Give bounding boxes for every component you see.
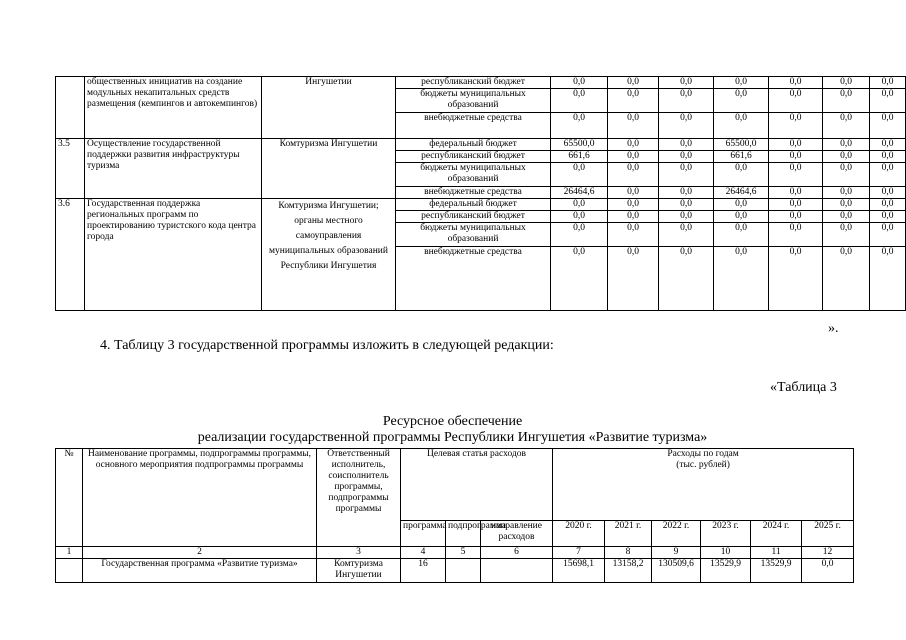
value-cell: 0,0 — [870, 163, 906, 187]
table-title-line-1: Ресурсное обеспечение — [382, 414, 523, 429]
funding-source: бюджеты муниципальных образований — [396, 163, 551, 187]
value-cell: 0,0 — [823, 187, 870, 199]
value-cell: 0,0 — [608, 77, 659, 89]
value-cell: 0,0 — [551, 113, 608, 139]
year-header: 2020 г. — [553, 521, 605, 547]
value-cell: 0,0 — [769, 77, 823, 89]
value-cell: 0,0 — [551, 211, 608, 223]
row-program: 16 — [401, 559, 446, 583]
value-cell: 0,0 — [551, 89, 608, 113]
row-executor: Комтуризма Ингушетии — [317, 559, 401, 583]
value-cell: 0,0 — [551, 163, 608, 187]
table-row — [56, 77, 906, 89]
funding-source: федеральный бюджет — [396, 139, 551, 151]
value-cell: 0,0 — [608, 163, 659, 187]
column-number: 10 — [701, 547, 751, 559]
value-cell: 0,0 — [551, 223, 608, 247]
header-target: Целевая статья расходов — [401, 449, 553, 521]
header-costs: Расходы по годам (тыс. рублей) — [553, 449, 854, 521]
row-executor: Ингушетии — [262, 77, 396, 139]
table-row — [56, 199, 906, 211]
funding-source: республиканский бюджет — [396, 77, 551, 89]
value-cell: 0,0 — [714, 77, 769, 89]
value-cell: 0,0 — [608, 187, 659, 199]
value-cell: 0,0 — [823, 163, 870, 187]
value-cell: 0,0 — [769, 223, 823, 247]
value-cell: 0,0 — [870, 151, 906, 163]
value-cell: 0,0 — [870, 89, 906, 113]
table-3-label: «Таблица 3 — [770, 380, 837, 395]
value-cell: 65500,0 — [714, 139, 769, 151]
value-cell: 0,0 — [870, 199, 906, 211]
year-header: 2025 г. — [802, 521, 854, 547]
value-cell: 0,0 — [769, 139, 823, 151]
value-cell: 0,0 — [870, 113, 906, 139]
column-number: 5 — [446, 547, 481, 559]
value-cell: 0,0 — [551, 199, 608, 211]
funding-source: бюджеты муниципальных образований — [396, 223, 551, 247]
year-header: 2022 г. — [652, 521, 701, 547]
row-name: Осуществление государственной поддержки развития инфраструктуры туризма — [85, 139, 262, 199]
value-cell: 0,0 — [551, 247, 608, 311]
row-subprogram — [446, 559, 481, 583]
column-number: 4 — [401, 547, 446, 559]
value-cell: 13529,9 — [751, 559, 802, 583]
value-cell: 0,0 — [870, 77, 906, 89]
value-cell: 0,0 — [659, 211, 714, 223]
value-cell: 26464,6 — [714, 187, 769, 199]
value-cell: 661,6 — [714, 151, 769, 163]
funding-source: республиканский бюджет — [396, 211, 551, 223]
value-cell: 0,0 — [769, 247, 823, 311]
value-cell: 0,0 — [659, 163, 714, 187]
row-direction — [481, 559, 553, 583]
row-number: 3.5 — [56, 139, 85, 199]
year-header: 2023 г. — [701, 521, 751, 547]
value-cell: 0,0 — [769, 151, 823, 163]
value-cell: 0,0 — [714, 89, 769, 113]
value-cell: 130509,6 — [652, 559, 701, 583]
value-cell: 0,0 — [769, 89, 823, 113]
value-cell: 661,6 — [551, 151, 608, 163]
header-exec: Ответственный исполнитель, соисполнитель программы, подпрограммы программы — [317, 449, 401, 547]
value-cell: 0,0 — [823, 77, 870, 89]
value-cell: 0,0 — [714, 223, 769, 247]
value-cell: 0,0 — [870, 211, 906, 223]
funding-source: федеральный бюджет — [396, 199, 551, 211]
value-cell: 0,0 — [823, 113, 870, 139]
value-cell: 0,0 — [823, 223, 870, 247]
table-3-resources — [55, 448, 854, 583]
funding-source: внебюджетные средства — [396, 113, 551, 139]
year-header: 2024 г. — [751, 521, 802, 547]
funding-source: республиканский бюджет — [396, 151, 551, 163]
value-cell: 0,0 — [769, 199, 823, 211]
value-cell: 13529,9 — [701, 559, 751, 583]
value-cell: 0,0 — [769, 113, 823, 139]
value-cell: 0,0 — [659, 247, 714, 311]
value-cell: 0,0 — [659, 89, 714, 113]
value-cell: 0,0 — [714, 199, 769, 211]
header-subprogram: подпрограмма — [446, 521, 481, 547]
header-name: Наименование программы, подпрограммы программы, основного мероприятия подпрограммы программы — [83, 449, 317, 547]
column-number: 2 — [83, 547, 317, 559]
value-cell: 0,0 — [608, 113, 659, 139]
row-name: Государственная программа «Развитие туризма» — [83, 559, 317, 583]
value-cell: 0,0 — [608, 223, 659, 247]
header-direction: направление расходов — [481, 521, 553, 547]
year-header: 2021 г. — [605, 521, 652, 547]
value-cell: 0,0 — [659, 223, 714, 247]
value-cell: 0,0 — [870, 247, 906, 311]
table-title-line-2: реализации государственной программы Республики Ингушетия «Развитие туризма» — [197, 430, 708, 445]
value-cell: 0,0 — [870, 223, 906, 247]
value-cell: 0,0 — [608, 89, 659, 113]
value-cell: 0,0 — [769, 187, 823, 199]
value-cell: 0,0 — [659, 113, 714, 139]
value-cell: 0,0 — [823, 89, 870, 113]
value-cell: 0,0 — [551, 77, 608, 89]
column-number: 8 — [605, 547, 652, 559]
value-cell: 15698,1 — [553, 559, 605, 583]
row-number — [56, 77, 85, 139]
value-cell: 0,0 — [714, 113, 769, 139]
value-cell: 65500,0 — [551, 139, 608, 151]
value-cell: 0,0 — [608, 211, 659, 223]
value-cell: 0,0 — [608, 139, 659, 151]
column-number: 1 — [56, 547, 83, 559]
row-name: Государственная поддержка региональных программ по проектированию туристского кода центра города — [85, 199, 262, 311]
value-cell: 13158,2 — [605, 559, 652, 583]
value-cell: 0,0 — [714, 211, 769, 223]
value-cell: 26464,6 — [551, 187, 608, 199]
value-cell: 0,0 — [608, 247, 659, 311]
value-cell: 0,0 — [608, 151, 659, 163]
column-number: 12 — [802, 547, 854, 559]
value-cell: 0,0 — [823, 199, 870, 211]
closing-quote: ». — [828, 321, 839, 336]
table-row — [56, 139, 906, 151]
column-number: 3 — [317, 547, 401, 559]
row-number — [56, 559, 83, 583]
value-cell: 0,0 — [823, 247, 870, 311]
value-cell: 0,0 — [823, 151, 870, 163]
value-cell: 0,0 — [802, 559, 854, 583]
value-cell: 0,0 — [769, 211, 823, 223]
value-cell: 0,0 — [659, 187, 714, 199]
header-num: № — [56, 449, 83, 547]
value-cell: 0,0 — [659, 151, 714, 163]
value-cell: 0,0 — [870, 187, 906, 199]
value-cell: 0,0 — [659, 77, 714, 89]
row-number: 3.6 — [56, 199, 85, 311]
row-name: общественных инициатив на создание модульных некапитальных средств размещения (кемпингов и автокемпингов) — [85, 77, 262, 139]
column-number: 6 — [481, 547, 553, 559]
value-cell: 0,0 — [714, 163, 769, 187]
funding-source: внебюджетные средства — [396, 247, 551, 311]
column-number: 9 — [652, 547, 701, 559]
paragraph-4: 4. Таблицу 3 государственной программы изложить в следующей редакции: — [100, 338, 554, 353]
table-continuation — [55, 76, 906, 311]
funding-source: внебюджетные средства — [396, 187, 551, 199]
value-cell: 0,0 — [714, 247, 769, 311]
header-program: программа — [401, 521, 446, 547]
funding-source: бюджеты муниципальных образований — [396, 89, 551, 113]
value-cell: 0,0 — [659, 139, 714, 151]
table-row — [56, 559, 854, 583]
value-cell: 0,0 — [823, 211, 870, 223]
column-number: 7 — [553, 547, 605, 559]
value-cell: 0,0 — [608, 199, 659, 211]
value-cell: 0,0 — [659, 199, 714, 211]
column-number: 11 — [751, 547, 802, 559]
value-cell: 0,0 — [769, 163, 823, 187]
value-cell: 0,0 — [823, 139, 870, 151]
value-cell: 0,0 — [870, 139, 906, 151]
row-executor: Комтуризма Ингушетии — [262, 139, 396, 199]
row-executor: Комтуризма Ингушетии; органы местного самоуправления муниципальных образований Республики Ингушетия — [262, 199, 396, 311]
